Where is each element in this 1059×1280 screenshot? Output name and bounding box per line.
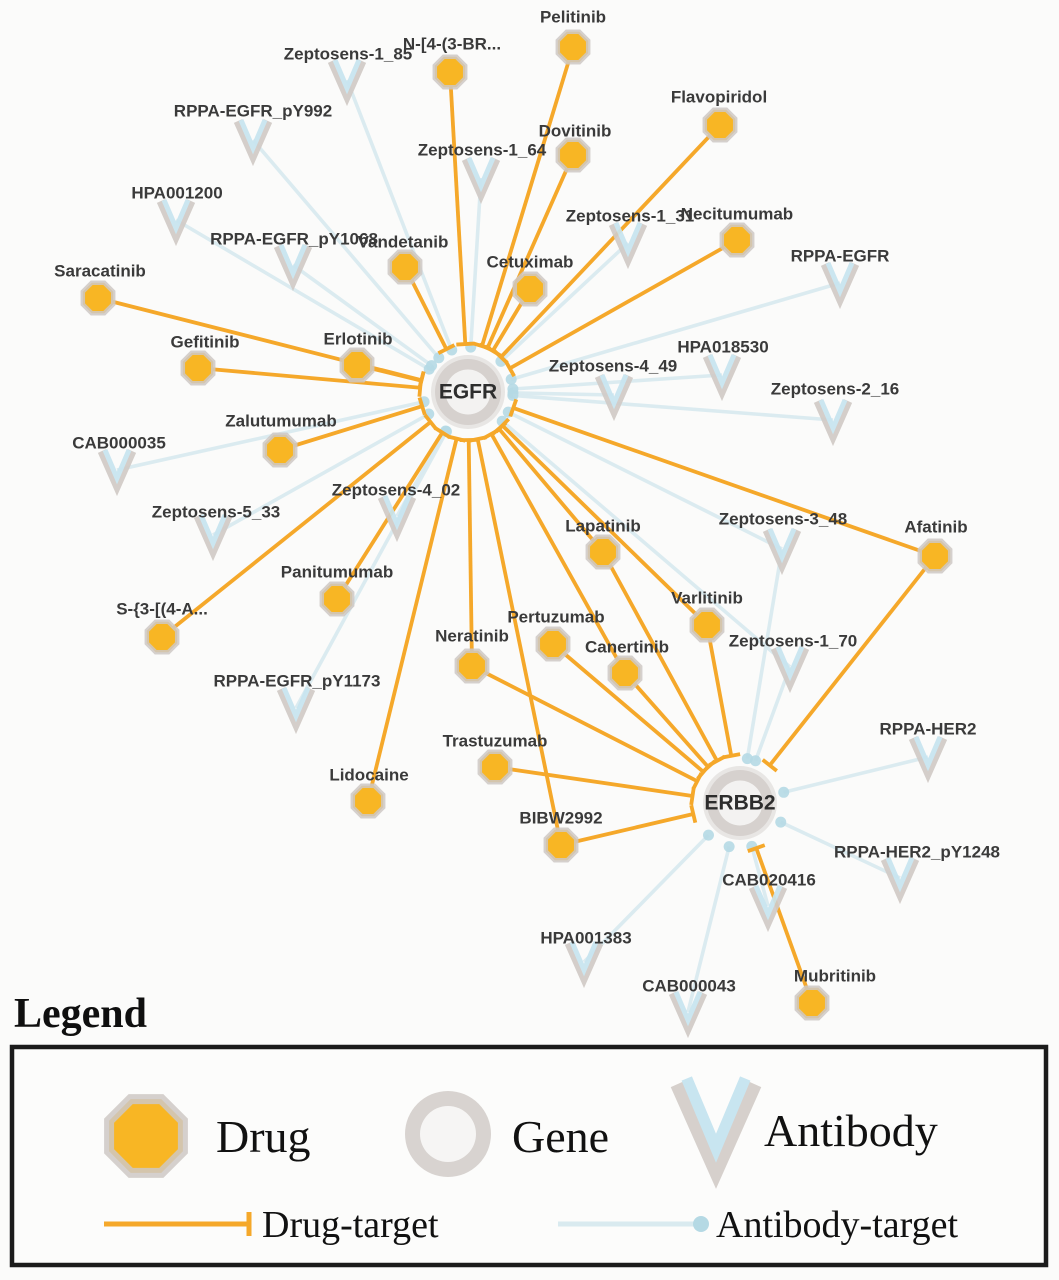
- node-label-zeptosens-1-85: Zeptosens-1_85: [283, 44, 413, 64]
- drug-node-flavopiridol: [705, 110, 735, 140]
- drug-node-cetuximab: [515, 274, 545, 304]
- node-label-zeptosens-1-31: Zeptosens-1_31: [565, 206, 695, 226]
- node-label-rppa-egfr-py1068: RPPA-EGFR_pY1068: [210, 229, 378, 249]
- drug-octagon-icon: [390, 252, 420, 282]
- drug-node-varlitinib: [692, 610, 722, 640]
- node-label-hpa018530: HPA018530: [677, 337, 769, 357]
- node-label-cab000035: CAB000035: [72, 433, 166, 453]
- node-label-lidocaine: Lidocaine: [329, 765, 409, 785]
- drug-octagon-icon: [342, 350, 372, 380]
- node-label-zalutumumab: Zalutumumab: [225, 411, 337, 431]
- drug-node-lapatinib: [588, 537, 618, 567]
- node-label-vandetanib: Vandetanib: [357, 232, 449, 252]
- drug-octagon-icon: [588, 537, 618, 567]
- drug-node-pelitinib: [558, 32, 588, 62]
- gene-label: EGFR: [438, 380, 498, 404]
- node-label-dovitinib: Dovitinib: [538, 121, 612, 141]
- antibody-node-zeptosens-1-85: [332, 60, 362, 95]
- drug-node-afatinib: [920, 541, 950, 571]
- node-label-zeptosens-1-70: Zeptosens-1_70: [728, 631, 858, 651]
- drug-target-legend-label: Drug-target: [262, 1204, 439, 1246]
- drug-node-trastuzumab: [480, 752, 510, 782]
- drug-octagon-icon: [457, 651, 487, 681]
- node-label-hpa001200: HPA001200: [131, 183, 223, 203]
- drug-octagon-icon: [722, 225, 752, 255]
- drug-node-dovitinib: [558, 140, 588, 170]
- drug-node-gefitinib: [183, 353, 213, 383]
- drug-node-vandetanib: [390, 252, 420, 282]
- antibody-legend-label: Antibody: [764, 1105, 938, 1156]
- node-label-saracatinib: Saracatinib: [54, 261, 146, 281]
- antibody-target-edge: [778, 757, 928, 798]
- antibody-target-edge: [465, 178, 481, 353]
- drug-octagon-icon: [183, 353, 213, 383]
- node-label-zeptosens-1-64: Zeptosens-1_64: [417, 140, 547, 160]
- antibody-node-rppa-her2-py1248: [885, 858, 915, 893]
- node-label-pelitinib: Pelitinib: [539, 7, 607, 27]
- node-label-gefitinib: Gefitinib: [170, 332, 240, 352]
- antibody-node-hpa001200: [161, 200, 191, 235]
- drug-node-bibw2992: [546, 830, 576, 860]
- antibody-node-zeptosens-1-64: [466, 158, 496, 193]
- drug-node-saracatinib: [83, 283, 113, 313]
- node-label-rppa-egfr-py992: RPPA-EGFR_pY992: [173, 101, 333, 121]
- node-label-s-3-4-a: S-{3-[(4-A...: [116, 599, 208, 619]
- drug-octagon-icon: [797, 988, 827, 1018]
- drug-octagon-icon: [480, 752, 510, 782]
- node-label-afatinib: Afatinib: [904, 517, 968, 537]
- drug-node-neratinib: [457, 651, 487, 681]
- drug-target-edge: [495, 767, 694, 805]
- gene-label: ERBB2: [704, 791, 776, 815]
- gene-node-erbb2: [703, 766, 777, 840]
- legend: [12, 991, 1046, 1265]
- antibody-target-edge: [507, 375, 722, 394]
- node-label-mubritinib: Mubritinib: [793, 966, 877, 986]
- node-label-rppa-her2-py1248: RPPA-HER2_pY1248: [834, 842, 1000, 862]
- node-label-cab020416: CAB020416: [722, 870, 816, 890]
- node-label-neratinib: Neratinib: [435, 626, 509, 646]
- node-label-zeptosens-4-49: Zeptosens-4_49: [548, 356, 678, 376]
- drug-octagon-icon: [538, 629, 568, 659]
- node-label-rppa-egfr-py1173: RPPA-EGFR_pY1173: [213, 671, 381, 691]
- node-label-pertuzumab: Pertuzumab: [507, 607, 605, 627]
- node-label-cetuximab: Cetuximab: [486, 252, 574, 272]
- drug-octagon-icon: [515, 274, 545, 304]
- node-label-erlotinib: Erlotinib: [323, 329, 393, 349]
- antibody-node-cab000035: [102, 450, 132, 485]
- drug-node-canertinib: [610, 658, 640, 688]
- node-label-zeptosens-4-02: Zeptosens-4_02: [331, 480, 461, 500]
- drug-octagon-icon: [546, 830, 576, 860]
- gene-node-egfr: [431, 355, 505, 429]
- node-label-necitumumab: Necitumumab: [680, 204, 794, 224]
- antibody-node-rppa-egfr: [825, 263, 855, 298]
- drug-octagon-icon: [558, 32, 588, 62]
- node-label-zeptosens-2-16: Zeptosens-2_16: [770, 379, 900, 399]
- drug-node-necitumumab: [722, 225, 752, 255]
- antibody-node-zeptosens-3-48: [767, 529, 797, 564]
- drug-target-edge: [625, 673, 715, 773]
- drug-node-mubritinib: [797, 988, 827, 1018]
- node-label-rppa-egfr: RPPA-EGFR: [790, 246, 890, 266]
- drug-node-s-3-4-a: [147, 622, 177, 652]
- gene-legend-label: Gene: [512, 1111, 610, 1162]
- antibody-node-hpa018530: [707, 355, 737, 390]
- drug-octagon-icon: [435, 57, 465, 87]
- node-label-lapatinib: Lapatinib: [565, 516, 641, 536]
- node-label-bibw2992: BIBW2992: [519, 808, 603, 828]
- gene-legend-icon: [405, 1091, 491, 1177]
- node-label-panitumumab: Panitumumab: [280, 562, 394, 582]
- drug-node-panitumumab: [322, 584, 352, 614]
- drug-octagon-icon: [692, 610, 722, 640]
- node-label-zeptosens-5-33: Zeptosens-5_33: [151, 502, 281, 522]
- drug-octagon-icon: [83, 283, 113, 313]
- node-label-hpa001383: HPA001383: [540, 928, 632, 948]
- drug-octagon-icon: [610, 658, 640, 688]
- node-label-varlitinib: Varlitinib: [671, 588, 743, 608]
- node-label-trastuzumab: Trastuzumab: [442, 731, 548, 751]
- antibody-node-rppa-her2: [913, 737, 943, 772]
- drug-legend-label: Drug: [216, 1111, 311, 1162]
- node-label-rppa-her2: RPPA-HER2: [879, 719, 977, 739]
- antibody-node-zeptosens-1-70: [775, 647, 805, 682]
- drug-node-lidocaine: [353, 786, 383, 816]
- drug-octagon-icon: [147, 622, 177, 652]
- node-label-zeptosens-3-48: Zeptosens-3_48: [718, 509, 848, 529]
- drug-node-erlotinib: [342, 350, 372, 380]
- antibody-target-legend-label: Antibody-target: [716, 1204, 959, 1246]
- antibody-node-zeptosens-2-16: [818, 400, 848, 435]
- drug-octagon-icon: [705, 110, 735, 140]
- drug-node-zalutumumab: [265, 435, 295, 465]
- drug-legend-icon: [109, 1099, 183, 1173]
- drug-octagon-icon: [558, 140, 588, 170]
- drug-node-n-4-3-br: [435, 57, 465, 87]
- node-label-canertinib: Canertinib: [584, 637, 670, 657]
- drug-node-pertuzumab: [538, 629, 568, 659]
- node-label-flavopiridol: Flavopiridol: [670, 87, 768, 107]
- drug-octagon-icon: [353, 786, 383, 816]
- drug-octagon-icon: [920, 541, 950, 571]
- drug-octagon-icon: [265, 435, 295, 465]
- drug-target-edge: [450, 72, 474, 345]
- legend-title: Legend: [14, 991, 148, 1037]
- drug-octagon-icon: [322, 584, 352, 614]
- node-label-n-4-3-br: N-[4-(3-BR...: [402, 34, 502, 54]
- antibody-nodes: [102, 60, 943, 1027]
- node-label-cab000043: CAB000043: [642, 976, 736, 996]
